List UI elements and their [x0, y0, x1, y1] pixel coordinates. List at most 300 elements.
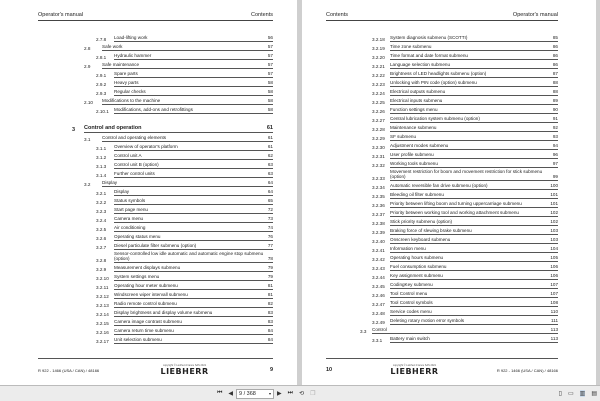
entry-page[interactable]: 88: [552, 89, 558, 94]
entry-title[interactable]: Deleting rotary motion error symbols: [390, 318, 465, 323]
entry-title[interactable]: Automatic reversible fan drive submenu (option): [390, 183, 488, 188]
entry-title[interactable]: Tool Control menu: [390, 291, 428, 296]
entry-title[interactable]: Control unit B (option): [114, 162, 159, 167]
toc-entry[interactable]: [38, 300, 273, 309]
liebherr-logo: LIEBHERR: [160, 367, 209, 376]
entry-page[interactable]: 106: [550, 273, 558, 278]
entry-body: [114, 265, 273, 272]
page-header: [38, 12, 273, 21]
toc-entry[interactable]: [326, 70, 558, 79]
entry-title[interactable]: Modifications to the machine: [102, 98, 161, 103]
entry-title[interactable]: Air conditioning: [114, 225, 146, 230]
entry-page[interactable]: 113: [550, 327, 558, 332]
entry-number: 3.2.45: [372, 284, 385, 289]
entry-page[interactable]: 84: [267, 328, 273, 333]
entry-body: [390, 116, 558, 123]
entry-page[interactable]: 78: [267, 256, 273, 261]
entry-title[interactable]: Safe work: [102, 44, 123, 49]
entry-body: [114, 71, 273, 78]
toc-entry[interactable]: [326, 272, 558, 281]
toc-entry[interactable]: [326, 106, 558, 115]
entry-body: [390, 107, 558, 114]
entry-number: 3.2.30: [372, 145, 385, 150]
entry-number: 3.2.33: [372, 176, 385, 181]
toc-entry[interactable]: [38, 188, 273, 197]
toc-entry[interactable]: [326, 209, 558, 218]
toc-list: [38, 34, 273, 345]
entry-body: [390, 80, 558, 87]
entry-title[interactable]: Display: [102, 180, 118, 185]
entry-number: 3.2.38: [372, 221, 385, 226]
entry-title[interactable]: CodingKey submenu: [390, 282, 433, 287]
toc-entry[interactable]: [326, 97, 558, 106]
entry-page[interactable]: 76: [267, 234, 273, 239]
entry-page[interactable]: 57: [267, 44, 273, 49]
entry-body: [114, 107, 273, 114]
toc-entry[interactable]: [326, 218, 558, 227]
entry-body: [390, 210, 558, 217]
entry-title[interactable]: Windscreen wiper intervall submenu: [114, 292, 188, 297]
entry-page[interactable]: 106: [550, 264, 558, 269]
entry-title[interactable]: Control: [372, 327, 387, 332]
entry-page[interactable]: 101: [550, 201, 558, 206]
entry-number: 3.2.24: [372, 91, 385, 96]
entry-title[interactable]: Spare parts: [114, 71, 138, 76]
entry-body: [114, 274, 273, 281]
entry-page[interactable]: 101: [550, 192, 558, 197]
entry-body: [114, 301, 273, 308]
toc-entry[interactable]: [326, 61, 558, 70]
entry-page[interactable]: 74: [267, 225, 273, 230]
toc-entry[interactable]: [38, 61, 273, 70]
entry-title[interactable]: System settings menu: [114, 274, 160, 279]
entry-number: 3.2.23: [372, 82, 385, 87]
entry-number: 3: [72, 127, 76, 133]
entry-number: 2.8: [84, 46, 91, 51]
entry-title[interactable]: System diagnosis submenu (SCOTTI): [390, 35, 468, 40]
toc-entry[interactable]: [326, 326, 558, 335]
entry-number: 3.2.13: [96, 303, 109, 308]
entry-title[interactable]: Safe maintenance: [102, 62, 140, 67]
toc-entry[interactable]: [326, 52, 558, 61]
entry-number: 3.2: [84, 182, 91, 187]
entry-body: [390, 300, 558, 307]
entry-title[interactable]: Key assignment submenu: [390, 273, 443, 278]
entry-body: [390, 125, 558, 132]
entry-title[interactable]: Camera menu: [114, 216, 144, 221]
entry-page[interactable]: 56: [267, 35, 273, 40]
entry-title[interactable]: Measurement displays submenu: [114, 265, 181, 270]
entry-title[interactable]: Central lubrication system submenu (option): [390, 116, 480, 121]
entry-page[interactable]: 79: [267, 274, 273, 279]
entry-number: 3.2.12: [96, 294, 109, 299]
toc-entry[interactable]: [38, 161, 273, 170]
viewer-toolbar: [0, 385, 600, 401]
entry-title[interactable]: Function settings menu: [390, 107, 438, 112]
entry-title[interactable]: Further control units: [114, 171, 155, 176]
toc-entry[interactable]: [38, 264, 273, 273]
toc-entry[interactable]: [38, 97, 273, 106]
toc-entry[interactable]: [326, 290, 558, 299]
toc-entry[interactable]: [326, 299, 558, 308]
entry-page[interactable]: 91: [552, 116, 558, 121]
toc-entry[interactable]: [38, 291, 273, 300]
toc-entry[interactable]: [326, 227, 558, 236]
liebherr-logo: LIEBHERR: [390, 367, 439, 376]
entry-page[interactable]: 103: [550, 237, 558, 242]
entry-title[interactable]: Status symbols: [114, 198, 146, 203]
page-number-input[interactable]: [236, 389, 274, 399]
entry-page[interactable]: 62: [267, 153, 273, 158]
entry-number: 3.1.4: [96, 173, 107, 178]
entry-page[interactable]: 58: [267, 80, 273, 85]
entry-title[interactable]: Sensor-controlled low idle automatic and automatic engine stop submenu (option): [114, 251, 264, 261]
entry-page[interactable]: 113: [550, 336, 558, 341]
entry-title[interactable]: Brightness of LED headlights submenu (option): [390, 71, 487, 76]
entry-page[interactable]: 97: [552, 161, 558, 166]
last-page-icon[interactable]: ⏭: [287, 390, 294, 396]
entry-number: 3.2.8: [96, 258, 107, 263]
entry-number: 3.2.39: [372, 230, 385, 235]
entry-body: [114, 251, 273, 263]
entry-page[interactable]: 94: [552, 143, 558, 148]
entry-title[interactable]: Regular checks: [114, 89, 146, 94]
entry-number: 2.9.1: [96, 73, 107, 78]
toc-entry[interactable]: [326, 151, 558, 160]
entry-page[interactable]: 103: [550, 228, 558, 233]
entry-body: [114, 234, 273, 241]
entry-page[interactable]: 110: [550, 309, 558, 314]
entry-body: [390, 62, 558, 69]
toc-entry[interactable]: [326, 133, 558, 142]
toc-entry[interactable]: [38, 197, 273, 206]
entry-page[interactable]: 104: [550, 246, 558, 251]
entry-number: 3.2.26: [372, 109, 385, 114]
toc-entry[interactable]: [326, 317, 558, 326]
entry-page[interactable]: 100: [550, 183, 558, 188]
entry-page[interactable]: 79: [267, 265, 273, 270]
toc-entry[interactable]: [38, 34, 273, 43]
entry-body: [390, 35, 558, 42]
toc-entry[interactable]: [38, 170, 273, 179]
toc-entry[interactable]: [38, 336, 273, 345]
entry-title[interactable]: Unit selection submenu: [114, 337, 162, 342]
entry-page[interactable]: 86: [552, 44, 558, 49]
entry-title[interactable]: Display brightness and display volume submenu: [114, 310, 213, 315]
entry-page[interactable]: 58: [267, 89, 273, 94]
page-footer: [38, 358, 273, 376]
entry-title[interactable]: Start page menu: [114, 207, 148, 212]
entry-number: 3.2.36: [372, 203, 385, 208]
toc-entry[interactable]: [38, 309, 273, 318]
toc-entry[interactable]: [38, 143, 273, 152]
entry-page[interactable]: 105: [550, 255, 558, 260]
entry-page[interactable]: 81: [267, 292, 273, 297]
entry-number: 3.2.35: [372, 194, 385, 199]
entry-body: [114, 283, 273, 290]
entry-page[interactable]: 87: [552, 71, 558, 76]
entry-body: [114, 89, 273, 96]
entry-title[interactable]: Heavy parts: [114, 80, 139, 85]
entry-body: [102, 135, 273, 142]
entry-page[interactable]: 61: [267, 135, 273, 140]
entry-page[interactable]: 83: [267, 319, 273, 324]
entry-body: [390, 282, 558, 289]
entry-page[interactable]: 64: [267, 189, 273, 194]
entry-title[interactable]: Maintenance submenu: [390, 125, 437, 130]
toc-entry[interactable]: [38, 123, 273, 134]
entry-page[interactable]: 63: [267, 171, 273, 176]
page-footer: [326, 358, 558, 376]
footer-model: R 922 - 1466 (USA / CAN) / 48166: [38, 367, 100, 373]
toc-entry[interactable]: [326, 142, 558, 151]
toc-entry[interactable]: [326, 281, 558, 290]
toc-entry[interactable]: [38, 206, 273, 215]
rotate-icon[interactable]: ⟲: [299, 391, 305, 397]
toc-entry[interactable]: [326, 182, 558, 191]
entry-title[interactable]: Control unit A: [114, 153, 142, 158]
entry-body: [114, 35, 273, 42]
toc-entry[interactable]: [38, 106, 273, 115]
entry-page[interactable]: 64: [267, 180, 273, 185]
entry-number: 3.1.1: [96, 146, 107, 151]
toc-entry[interactable]: [38, 152, 273, 161]
entry-page[interactable]: 82: [267, 301, 273, 306]
entry-page[interactable]: 89: [552, 98, 558, 103]
entry-title[interactable]: Modifications, add-ons and retrofittings: [114, 107, 193, 112]
entry-body: [114, 310, 273, 317]
toc-entry[interactable]: [326, 43, 558, 52]
entry-number: 3.2.49: [372, 320, 385, 325]
toc-entry[interactable]: [326, 115, 558, 124]
entry-page[interactable]: 57: [267, 71, 273, 76]
entry-body: [390, 318, 558, 325]
toc-entry[interactable]: [326, 79, 558, 88]
entry-number: 2.10.1: [96, 109, 109, 114]
entry-title[interactable]: Diesel particulate filter submenu (option): [114, 243, 197, 248]
toc-entry[interactable]: [38, 43, 273, 52]
entry-page[interactable]: 86: [552, 53, 558, 58]
entry-page[interactable]: 90: [552, 107, 558, 112]
toc-entry[interactable]: [38, 242, 273, 251]
toc-entry[interactable]: [326, 236, 558, 245]
footer-model: R 922 - 1466 (USA / CAN) / 48166: [496, 367, 558, 373]
toc-entry[interactable]: [326, 88, 558, 97]
entry-page[interactable]: 57: [267, 62, 273, 67]
toc-entry[interactable]: [38, 79, 273, 88]
toc-entry[interactable]: [326, 263, 558, 272]
entry-title[interactable]: Stick priority submenu (option): [390, 219, 453, 224]
entry-number: 3.2.28: [372, 127, 385, 132]
entry-title[interactable]: Working tools submenu: [390, 161, 438, 166]
entry-page[interactable]: 92: [552, 125, 558, 130]
entry-page[interactable]: 85: [552, 35, 558, 40]
toc-entry[interactable]: [38, 52, 273, 61]
entry-body: [390, 53, 558, 60]
entry-page[interactable]: 72: [267, 207, 273, 212]
entry-body: [114, 216, 273, 223]
toc-entry[interactable]: [326, 169, 558, 182]
entry-page[interactable]: 77: [267, 243, 273, 248]
entry-page[interactable]: 107: [550, 291, 558, 296]
entry-title[interactable]: Braking force of slewing brake submenu: [390, 228, 472, 233]
entry-page[interactable]: 83: [267, 310, 273, 315]
entry-page[interactable]: 61: [266, 125, 273, 131]
entry-title[interactable]: Operating status menu: [114, 234, 161, 239]
toc-entry[interactable]: [326, 191, 558, 200]
entry-body: [102, 180, 273, 187]
two-page-view-icon[interactable]: ▥: [579, 391, 586, 397]
entry-page[interactable]: 58: [267, 107, 273, 112]
toc-entry[interactable]: [38, 273, 273, 282]
prev-page-icon[interactable]: ◀: [228, 391, 234, 397]
toc-entry[interactable]: [38, 134, 273, 143]
entry-number: 3.2.17: [96, 339, 109, 344]
entry-page[interactable]: 58: [267, 98, 273, 103]
entry-number: 3.2.11: [96, 285, 109, 290]
entry-number: 3.2.20: [372, 55, 385, 60]
entry-page[interactable]: 102: [550, 210, 558, 215]
continuous-view-icon[interactable]: ▭: [567, 391, 574, 397]
entry-body: [390, 169, 558, 181]
entry-title[interactable]: Movement restriction for boom and movement restriction for stick submenu (option): [390, 169, 543, 179]
toc-entry[interactable]: [326, 34, 558, 43]
entry-body: [390, 201, 558, 208]
entry-title[interactable]: Service codes menu: [390, 309, 432, 314]
entry-title[interactable]: Bleeding oil filter submenu: [390, 192, 444, 197]
footer-copyright: copyright © Liebherr-France SAS 2021: [392, 364, 437, 367]
entry-title[interactable]: Control and operation: [84, 125, 142, 131]
entry-title[interactable]: Electrical outputs submenu: [390, 89, 446, 94]
entry-page[interactable]: 99: [552, 174, 558, 179]
entry-number: 3.2.18: [372, 37, 385, 42]
entry-title[interactable]: Language selection submenu: [390, 62, 451, 67]
toc-entry[interactable]: [326, 124, 558, 133]
toc-entry[interactable]: [326, 245, 558, 254]
entry-body: [114, 162, 273, 169]
entry-title[interactable]: Radio remote control submenu: [114, 301, 177, 306]
header-right: Contents: [250, 12, 273, 18]
toc-entry[interactable]: [38, 233, 273, 242]
toc-entry[interactable]: [326, 308, 558, 317]
chevron-down-icon[interactable]: ▾: [269, 391, 272, 396]
single-page-view-icon[interactable]: ▯: [558, 391, 562, 397]
entry-title[interactable]: Tool Control symbols: [390, 300, 433, 305]
two-page-continuous-icon[interactable]: ▤: [591, 391, 597, 397]
toc-entry[interactable]: [38, 70, 273, 79]
entry-title[interactable]: SF submenu: [390, 134, 417, 139]
entry-title[interactable]: Control and operating elements: [102, 135, 167, 140]
entry-title[interactable]: Onscreen keyboard submenu: [390, 237, 451, 242]
entry-title[interactable]: Overview of operator's platform: [114, 144, 178, 149]
entry-page[interactable]: 65: [267, 198, 273, 203]
entry-number: 3.2.10: [96, 276, 109, 281]
entry-title[interactable]: Time format and date format submenu: [390, 53, 468, 58]
toc-entry[interactable]: [38, 282, 273, 291]
entry-number: 3.2.48: [372, 311, 385, 316]
entry-title[interactable]: Battery main switch: [390, 336, 430, 341]
toc-entry[interactable]: [38, 88, 273, 97]
toc-entry[interactable]: [38, 318, 273, 327]
entry-body: [114, 144, 273, 151]
entry-body: [390, 44, 558, 51]
entry-number: 3.2.40: [372, 239, 385, 244]
entry-title[interactable]: Camera image contrast submenu: [114, 319, 182, 324]
entry-body: [390, 291, 558, 298]
entry-page[interactable]: 107: [550, 282, 558, 287]
entry-page[interactable]: 61: [267, 144, 273, 149]
entry-page[interactable]: 93: [552, 134, 558, 139]
entry-title[interactable]: Operating hours submenu: [390, 255, 444, 260]
entry-title[interactable]: User profile submenu: [390, 152, 434, 157]
entry-title[interactable]: Hydraulic hammer: [114, 53, 152, 58]
toc-entry[interactable]: [38, 179, 273, 188]
header-right: Operator's manual: [512, 12, 558, 18]
entry-body: [114, 198, 273, 205]
entry-number: 3.2.32: [372, 163, 385, 168]
entry-title[interactable]: Display: [114, 189, 130, 194]
entry-page[interactable]: 108: [550, 300, 558, 305]
entry-title[interactable]: Camera return time submenu: [114, 328, 174, 333]
toc-entry[interactable]: [38, 224, 273, 233]
entry-page[interactable]: 111: [551, 318, 558, 323]
entry-title[interactable]: Unlocking with PIN code (option) submenu: [390, 80, 477, 85]
copy-icon[interactable]: ❐: [310, 391, 316, 397]
entry-page[interactable]: 88: [552, 80, 558, 85]
toc-entry[interactable]: [38, 251, 273, 264]
entry-title[interactable]: Operating hour meter submenu: [114, 283, 178, 288]
toc-entry[interactable]: [326, 254, 558, 263]
entry-title[interactable]: Load-lifting work: [114, 35, 148, 40]
entry-page[interactable]: 84: [267, 337, 273, 342]
entry-title[interactable]: Electrical inputs submenu: [390, 98, 443, 103]
entry-body: [114, 225, 273, 232]
entry-title[interactable]: Information menu: [390, 246, 426, 251]
entry-body: [390, 219, 558, 226]
toc-entry[interactable]: [38, 327, 273, 336]
toc-entry[interactable]: [326, 335, 558, 344]
entry-page[interactable]: 73: [267, 216, 273, 221]
page-9: [0, 0, 297, 385]
entry-body: [114, 80, 273, 87]
entry-title[interactable]: Adjustment modes submenu: [390, 143, 449, 148]
entry-page[interactable]: 81: [267, 283, 273, 288]
entry-title[interactable]: Fuel consumption submenu: [390, 264, 447, 269]
entry-page[interactable]: 86: [552, 62, 558, 67]
entry-number: 3.2.37: [372, 212, 385, 217]
entry-title[interactable]: Time zone submenu: [390, 44, 432, 49]
brand: [160, 364, 208, 376]
entry-title[interactable]: Priority between working tool and working attachment submenu: [390, 210, 519, 215]
toc-entry[interactable]: [326, 160, 558, 169]
next-page-icon[interactable]: ▶: [277, 391, 282, 397]
entry-page[interactable]: 102: [550, 219, 558, 224]
entry-number: 3.2.41: [372, 248, 385, 253]
toc-entry[interactable]: [326, 200, 558, 209]
entry-body: [390, 183, 558, 190]
entry-title[interactable]: Priority between lifting boom and turning uppercarriage submenu: [390, 201, 522, 206]
entry-number: 3.2.1: [96, 191, 107, 196]
entry-page[interactable]: 96: [552, 152, 558, 157]
first-page-icon[interactable]: ⏮: [217, 390, 223, 396]
entry-body: [102, 98, 273, 105]
entry-number: 2.10: [84, 100, 93, 105]
toc-entry[interactable]: [38, 215, 273, 224]
entry-number: 2.9.3: [96, 91, 107, 96]
entry-number: 2.8.1: [96, 55, 107, 60]
entry-page[interactable]: 57: [267, 53, 273, 58]
entry-page[interactable]: 63: [267, 162, 273, 167]
